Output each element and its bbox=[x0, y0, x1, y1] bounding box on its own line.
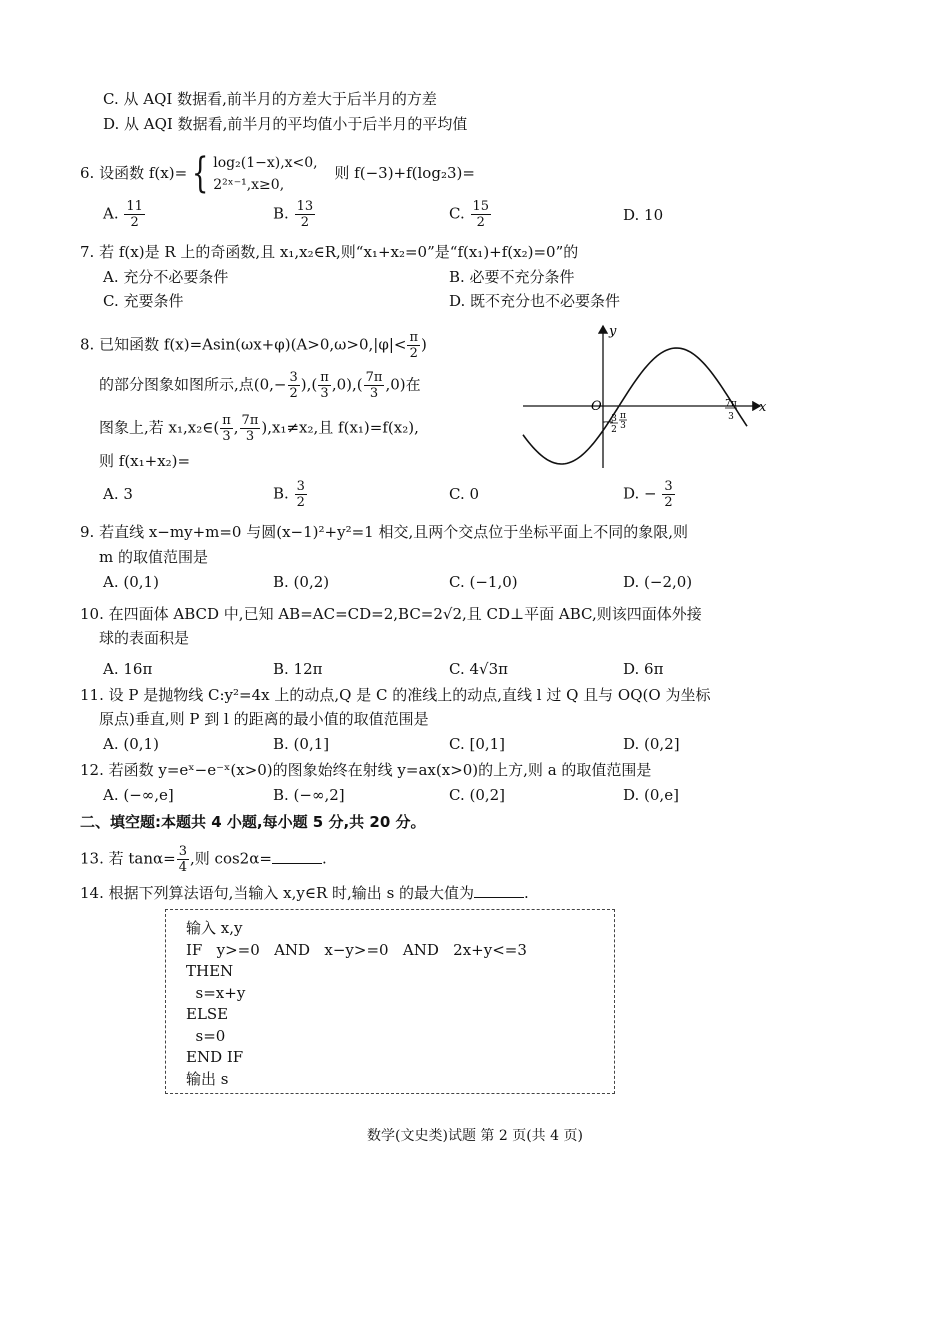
code-line-4: s=x+y bbox=[186, 983, 246, 1002]
q7-stem: 7. 若 f(x)是 R 上的奇函数,且 x₁,x₂∈R,则“x₁+x₂=0”是“f(x₁)+f(x₂)=0”的 bbox=[80, 243, 579, 261]
q11-option-d: D. (0,2] bbox=[623, 735, 680, 753]
q12-option-b: B. (−∞,2] bbox=[273, 786, 345, 804]
code-line-6: s=0 bbox=[186, 1026, 226, 1045]
neg-three-halves-den: 2 bbox=[611, 425, 617, 435]
pi-over-3-num: π bbox=[620, 411, 626, 421]
q11-option-a: A. (0,1) bbox=[103, 735, 159, 753]
q12-option-d: D. (0,e] bbox=[623, 786, 679, 804]
q10-option-a: A. 16π bbox=[103, 660, 153, 678]
q6-option-d: D. 10 bbox=[623, 206, 664, 224]
origin-label: O bbox=[591, 399, 602, 414]
q7-option-b: B. 必要不充分条件 bbox=[449, 268, 575, 286]
q11-option-b: B. (0,1] bbox=[273, 735, 330, 753]
q14-stem: 14. 根据下列算法语句,当输入 x,y∈R 时,输出 s 的最大值为 . bbox=[80, 884, 529, 902]
algorithm-code-box bbox=[165, 909, 615, 1094]
code-line-5: ELSE bbox=[186, 1005, 229, 1023]
q14-answer-blank[interactable] bbox=[474, 883, 524, 898]
q8-graph bbox=[515, 318, 775, 473]
q11-line-2: 原点)垂直,则 P 到 l 的距离的最小值的取值范围是 bbox=[99, 710, 429, 728]
q8-line-3: 图象上,若 x₁,x₂∈( $\frac{\pi}{3}$ , $\frac{7\pi}{3}$ ),x₁≠x₂,且 f(x₁)=f(x₂), bbox=[99, 413, 419, 444]
q8-option-c: C. 0 bbox=[449, 485, 480, 503]
q9-option-a: A. (0,1) bbox=[103, 573, 159, 591]
page-footer: 数学(文史类)试题 第 2 页(共 4 页) bbox=[367, 1128, 583, 1144]
q10-line-2: 球的表面积是 bbox=[99, 629, 190, 647]
q6-case-2: 2²ˣ⁻¹,x≥0, bbox=[213, 177, 285, 193]
q8-option-b: B. $\frac{3}{2}$ bbox=[273, 479, 305, 510]
q8-option-d: D. − $\frac{3}{2}$ bbox=[623, 479, 673, 510]
code-line-7: END IF bbox=[186, 1048, 244, 1066]
q10-option-c: C. 4√3π bbox=[449, 660, 508, 678]
x-axis-label: x bbox=[759, 400, 767, 415]
code-line-3: THEN bbox=[186, 962, 234, 980]
q9-option-b: B. (0,2) bbox=[273, 573, 330, 591]
q6-brace: { bbox=[191, 150, 209, 198]
q8-line-2: 的部分图象如图所示,点(0,− $\frac{3}{2}$ ),( $\frac{\pi}{3}$ ,0),( $\frac{7\pi}{3}$ ,0)在 bbox=[99, 370, 421, 401]
q10-option-d: D. 6π bbox=[623, 660, 664, 678]
seven-pi-over-3-num: 7π bbox=[725, 399, 737, 409]
q12-option-c: C. (0,2] bbox=[449, 786, 506, 804]
q6-case-1: log₂(1−x),x<0, bbox=[213, 155, 318, 171]
seven-pi-over-3-den: 3 bbox=[728, 412, 734, 422]
q13-answer-blank[interactable] bbox=[272, 849, 322, 864]
q11-option-c: C. [0,1] bbox=[449, 735, 506, 753]
q7-option-d: D. 既不充分也不必要条件 bbox=[449, 292, 621, 310]
q11-line-1: 11. 设 P 是抛物线 C:y²=4x 上的动点,Q 是 C 的准线上的动点,直线 l 过 Q 且与 OQ(O 为坐标 bbox=[80, 686, 711, 704]
pi-over-3-den: 3 bbox=[620, 421, 626, 431]
neg-three-halves-sign: − bbox=[604, 417, 613, 428]
q8-line-4: 则 f(x₁+x₂)= bbox=[99, 452, 191, 470]
q6-stem bbox=[80, 152, 475, 196]
code-line-1: 输入 x,y bbox=[186, 919, 243, 937]
q9-option-d: D. (−2,0) bbox=[623, 573, 693, 591]
q8-option-a: A. 3 bbox=[103, 485, 133, 503]
q7-option-c: C. 充要条件 bbox=[103, 292, 184, 310]
q9-option-c: C. (−1,0) bbox=[449, 573, 518, 591]
code-line-8: 输出 s bbox=[186, 1069, 229, 1088]
y-axis-label: y bbox=[609, 324, 617, 339]
q8-line-1: 8. 已知函数 f(x)=Asin(ωx+φ)(A>0,ω>0,|φ|< $\frac{\pi}{2}$ ) bbox=[80, 330, 427, 361]
code-line-2: IF y>=0 AND x−y>=0 AND 2x+y<=3 bbox=[186, 940, 527, 959]
q6-option-b: B. $\frac{13}{2}$ bbox=[273, 199, 314, 230]
q12-option-a: A. (−∞,e] bbox=[103, 786, 174, 804]
q6-option-c: C. $\frac{15}{2}$ bbox=[449, 199, 490, 230]
q10-option-b: B. 12π bbox=[273, 660, 323, 678]
q13-stem: 13. 若 tanα= $\frac{3}{4}$ ,则 cos2α= . bbox=[80, 844, 327, 875]
q6-option-a: A. $\frac{11}{2}$ bbox=[103, 199, 143, 230]
q5-option-d: D. 从 AQI 数据看,前半月的平均值小于后半月的平均值 bbox=[103, 115, 468, 133]
q5-option-c: C. 从 AQI 数据看,前半月的方差大于后半月的方差 bbox=[103, 90, 437, 108]
q9-line-1: 9. 若直线 x−my+m=0 与圆(x−1)²+y²=1 相交,且两个交点位于坐标平面上不同的象限,则 bbox=[80, 523, 689, 541]
q12-line-1: 12. 若函数 y=eˣ−e⁻ˣ(x>0)的图象始终在射线 y=ax(x>0)的上方,则 a 的取值范围是 bbox=[80, 761, 652, 779]
neg-three-halves-num: 3 bbox=[611, 414, 617, 424]
section-two-heading: 二、填空题:本题共 4 小题,每小题 5 分,共 20 分。 bbox=[80, 813, 426, 831]
q10-line-1: 10. 在四面体 ABCD 中,已知 AB=AC=CD=2,BC=2√2,且 CD⊥平面 ABC,则该四面体外接 bbox=[80, 605, 702, 623]
q7-option-a: A. 充分不必要条件 bbox=[103, 268, 229, 286]
q6-stem-suffix: 则 f(−3)+f(log₂3)= bbox=[334, 164, 475, 182]
q6-stem-prefix: 6. 设函数 f(x)= bbox=[80, 164, 188, 182]
q9-line-2: m 的取值范围是 bbox=[99, 548, 208, 566]
q6-cases bbox=[213, 152, 317, 196]
